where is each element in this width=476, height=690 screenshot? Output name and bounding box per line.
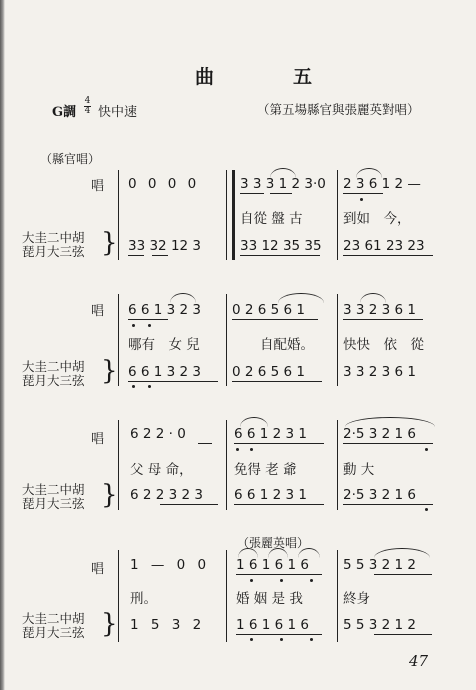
lyric-measure: 自配婚。 [260,337,314,353]
staff-brace: } [101,609,118,639]
lyric-measure: 父 母 命， [130,462,193,478]
beam-underline [236,634,322,635]
voice-measure: 1 6 1 6 1 6 [236,557,309,573]
key-signature: G調 [52,105,77,120]
barline [337,550,338,642]
inst-measure: 33 32 12 3 [128,238,201,254]
inst-measure: 3 3 2 3 6 1 [343,364,416,380]
slur [240,417,268,427]
voice-measure: 2 3 6 1 2 — [343,176,421,192]
octave-dot [425,448,428,451]
instrument-label [22,231,85,259]
slur [360,293,386,303]
page-edge [0,0,5,690]
voice-measure: 2·5 3 2 1 6 [343,426,416,442]
lyric-measure: 婚 姻 是 我 [236,591,303,607]
barline [337,170,338,260]
beam-underline [128,319,168,320]
instrument-line-2: 琵月大三弦 [22,244,85,259]
instrument-label [22,360,85,388]
voice-measure: 6 6 1 3 2 3 [128,302,201,318]
system-barline [118,550,119,642]
octave-dot [236,448,239,451]
voice-measure: 0 0 0 0 [128,176,197,192]
beam-underline [240,255,320,256]
slur [170,293,196,303]
lyric-measure: 自從 盤 古 [240,211,303,227]
octave-dot [132,385,135,388]
octave-dot [310,638,313,641]
beam-underline [343,504,433,505]
octave-dot [132,324,135,327]
inst-measure: 23 61 23 23 [343,238,425,254]
beam-underline [232,381,322,382]
octave-dot [148,324,151,327]
time-denominator: 4 [84,106,91,116]
barline [226,420,227,510]
lyric-measure: 快快 依 從 [343,337,424,353]
octave-dot [250,448,253,451]
octave-dot [280,579,283,582]
beam-underline [236,574,322,575]
beam-underline [270,193,292,194]
lyric-measure: 哪有 女 兒 [128,337,200,353]
page-number: 47 [409,652,429,670]
voice-measure: 5 5 3 2 1 2 [343,557,416,573]
beam-underline [234,504,324,505]
barline [337,420,338,510]
slur [270,168,296,178]
octave-dot [148,385,151,388]
octave-dot [425,508,428,511]
inst-measure: 6 6 1 3 2 3 [128,364,201,380]
lyric-measure: 到如 今， [343,211,411,227]
instrument-line-2: 琵月大三弦 [22,625,85,640]
instrument-line-1: 大圭二中胡 [22,230,85,245]
lyric-measure: 免得 老 爺 [234,462,297,478]
voice-label: 唱 [91,432,105,447]
staff-brace: } [101,356,118,386]
inst-measure: 6 2 2 3 2 3 [130,487,203,503]
beam-underline [343,443,433,444]
octave-dot [250,579,253,582]
voice-measure: 0 2 6 5 6 1 [232,302,305,318]
voice-measure: 3 3 2 3 6 1 [343,302,416,318]
instrument-line-2: 琵月大三弦 [22,373,85,388]
barline [337,294,338,386]
inst-measure: 6 6 1 2 3 1 [234,487,307,503]
role-label: （縣官唱） [40,152,101,166]
beam-underline [128,255,144,256]
voice-label: 唱 [91,179,105,194]
role-label: （張麗英唱） [237,536,310,550]
staff-brace: } [101,480,118,510]
octave-dot [250,638,253,641]
inst-measure: 2·5 3 2 1 6 [343,487,416,503]
system-barline [118,170,119,260]
inst-measure: 5 5 3 2 1 2 [343,617,416,633]
beam-underline [374,574,432,575]
beam-underline [343,319,423,320]
beam-underline [374,634,432,635]
slur [374,548,430,558]
barline [232,170,235,260]
beam-underline [128,381,218,382]
octave-dot [360,198,363,201]
voice-label: 唱 [91,304,105,319]
lyric-measure: 刑。 [130,591,157,607]
score-title: 曲 五 [195,66,343,88]
instrument-label [22,612,85,640]
beam-underline [160,504,218,505]
beam-underline [234,443,324,444]
voice-measure: 1 — 0 0 [130,557,207,573]
voice-measure: 6 6 1 2 3 1 [234,426,307,442]
instrument-line-2: 琵月大三弦 [22,496,85,511]
system-barline [118,294,119,386]
inst-measure: 33 12 35 35 [240,238,322,254]
time-signature [84,97,91,116]
barline [226,550,227,642]
voice-measure: 3 3 3 1 2 3·0 [240,176,326,192]
beam-underline [152,255,168,256]
octave-dot [280,638,283,641]
barline [226,170,227,260]
inst-measure: 1 5 3 2 [130,617,202,633]
slur [298,548,320,558]
slur [345,417,435,427]
lyric-measure: 終身 [343,591,370,607]
slur [278,293,324,303]
instrument-label [22,483,85,511]
tempo-marking: 快中速 [98,105,138,120]
beam-underline [198,443,212,444]
scene-note: （第五場縣官與張麗英對唱） [257,102,420,117]
time-numerator: 4 [84,96,91,106]
lyric-measure: 動 大 [343,462,375,478]
slur [356,168,382,178]
inst-measure: 1 6 1 6 1 6 [236,617,309,633]
instrument-line-1: 大圭二中胡 [22,359,85,374]
barline [226,294,227,386]
staff-brace: } [101,228,118,258]
beam-underline [240,193,264,194]
instrument-line-1: 大圭二中胡 [22,611,85,626]
instrument-line-1: 大圭二中胡 [22,482,85,497]
beam-underline [232,319,318,320]
voice-measure: 6 2 2 · 0 [130,426,186,442]
voice-label: 唱 [91,562,105,577]
octave-dot [310,579,313,582]
system-barline [118,420,119,510]
beam-underline [343,193,383,194]
beam-underline [343,255,433,256]
inst-measure: 0 2 6 5 6 1 [232,364,305,380]
